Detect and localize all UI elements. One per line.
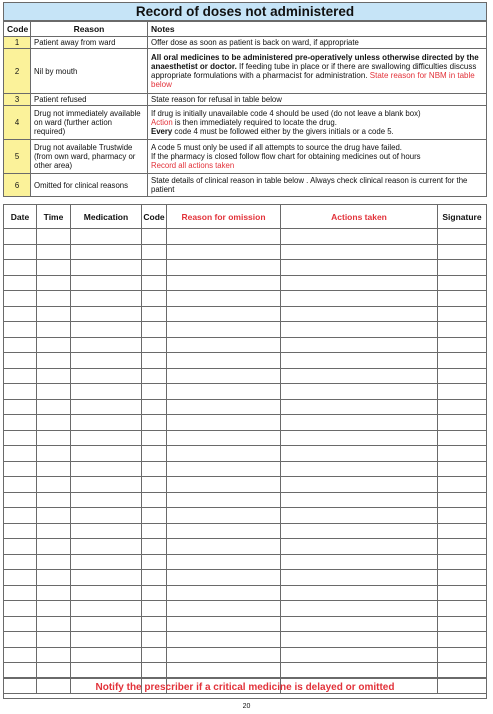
log-row bbox=[4, 260, 487, 276]
log-cell-time[interactable] bbox=[37, 477, 71, 493]
log-row bbox=[4, 229, 487, 245]
log-cell-date[interactable] bbox=[4, 306, 37, 322]
log-cell-signature[interactable] bbox=[438, 554, 487, 570]
log-cell-medication[interactable] bbox=[71, 244, 142, 260]
notes-cell bbox=[148, 140, 487, 174]
log-cell-date[interactable] bbox=[4, 446, 37, 462]
log-cell-code[interactable] bbox=[142, 291, 167, 307]
log-cell-code[interactable] bbox=[142, 554, 167, 570]
log-cell-date[interactable] bbox=[4, 508, 37, 524]
log-cell-actions[interactable] bbox=[281, 275, 438, 291]
log-cell-medication[interactable] bbox=[71, 570, 142, 586]
log-cell-time[interactable] bbox=[37, 384, 71, 400]
log-cell-date[interactable] bbox=[4, 353, 37, 369]
log-cell-actions[interactable] bbox=[281, 229, 438, 245]
code-cell: 1 bbox=[4, 37, 31, 49]
log-cell-reason[interactable] bbox=[167, 477, 281, 493]
log-cell-actions[interactable] bbox=[281, 291, 438, 307]
log-cell-time[interactable] bbox=[37, 415, 71, 431]
log-cell-code[interactable] bbox=[142, 523, 167, 539]
log-cell-code[interactable] bbox=[142, 384, 167, 400]
log-row bbox=[4, 446, 487, 462]
log-cell-time[interactable] bbox=[37, 601, 71, 617]
log-row bbox=[4, 523, 487, 539]
code-row-6 bbox=[4, 174, 487, 197]
codes-header-code: Code bbox=[4, 22, 31, 37]
log-cell-date[interactable] bbox=[4, 384, 37, 400]
log-cell-reason[interactable] bbox=[167, 601, 281, 617]
log-cell-reason[interactable] bbox=[167, 291, 281, 307]
codes-header-row bbox=[4, 22, 487, 37]
log-cell-date[interactable] bbox=[4, 337, 37, 353]
log-cell-code[interactable] bbox=[142, 461, 167, 477]
log-cell-code[interactable] bbox=[142, 477, 167, 493]
log-cell-date[interactable] bbox=[4, 616, 37, 632]
log-cell-medication[interactable] bbox=[71, 492, 142, 508]
log-cell-reason[interactable] bbox=[167, 244, 281, 260]
log-header-row bbox=[4, 205, 487, 229]
log-cell-signature[interactable] bbox=[438, 570, 487, 586]
log-cell-time[interactable] bbox=[37, 446, 71, 462]
log-cell-medication[interactable] bbox=[71, 601, 142, 617]
log-cell-signature[interactable] bbox=[438, 647, 487, 663]
log-cell-time[interactable] bbox=[37, 260, 71, 276]
log-cell-medication[interactable] bbox=[71, 322, 142, 338]
omission-log-table bbox=[3, 204, 487, 694]
notes-red-text: State reason for NBM in table below bbox=[151, 71, 475, 89]
log-cell-date[interactable] bbox=[4, 275, 37, 291]
log-cell-medication[interactable] bbox=[71, 399, 142, 415]
log-cell-time[interactable] bbox=[37, 570, 71, 586]
log-cell-actions[interactable] bbox=[281, 539, 438, 555]
log-cell-medication[interactable] bbox=[71, 523, 142, 539]
log-cell-reason[interactable] bbox=[167, 554, 281, 570]
log-row bbox=[4, 415, 487, 431]
log-cell-medication[interactable] bbox=[71, 306, 142, 322]
log-cell-code[interactable] bbox=[142, 415, 167, 431]
notes-cell bbox=[148, 94, 487, 106]
log-cell-signature[interactable] bbox=[438, 384, 487, 400]
code-row-5 bbox=[4, 140, 487, 174]
log-cell-date[interactable] bbox=[4, 461, 37, 477]
log-cell-reason[interactable] bbox=[167, 399, 281, 415]
log-cell-code[interactable] bbox=[142, 616, 167, 632]
log-cell-signature[interactable] bbox=[438, 244, 487, 260]
log-cell-time[interactable] bbox=[37, 229, 71, 245]
log-cell-reason[interactable] bbox=[167, 570, 281, 586]
log-cell-medication[interactable] bbox=[71, 539, 142, 555]
log-cell-date[interactable] bbox=[4, 570, 37, 586]
log-cell-date[interactable] bbox=[4, 539, 37, 555]
log-cell-date[interactable] bbox=[4, 585, 37, 601]
log-cell-actions[interactable] bbox=[281, 430, 438, 446]
log-cell-code[interactable] bbox=[142, 229, 167, 245]
log-header-code: Code bbox=[142, 205, 167, 229]
log-cell-time[interactable] bbox=[37, 647, 71, 663]
log-cell-reason[interactable] bbox=[167, 508, 281, 524]
log-cell-time[interactable] bbox=[37, 244, 71, 260]
log-row bbox=[4, 461, 487, 477]
log-cell-code[interactable] bbox=[142, 368, 167, 384]
log-row bbox=[4, 554, 487, 570]
reason-cell: Patient away from ward bbox=[31, 37, 148, 49]
log-cell-signature[interactable] bbox=[438, 585, 487, 601]
log-cell-signature[interactable] bbox=[438, 461, 487, 477]
log-cell-date[interactable] bbox=[4, 632, 37, 648]
log-row bbox=[4, 477, 487, 493]
reason-cell: Drug not available Trustwide (from own ward, pharmacy or other area) bbox=[31, 140, 148, 174]
log-cell-time[interactable] bbox=[37, 306, 71, 322]
log-cell-actions[interactable] bbox=[281, 244, 438, 260]
log-row bbox=[4, 368, 487, 384]
log-cell-code[interactable] bbox=[142, 399, 167, 415]
log-cell-signature[interactable] bbox=[438, 523, 487, 539]
log-cell-date[interactable] bbox=[4, 477, 37, 493]
log-cell-time[interactable] bbox=[37, 291, 71, 307]
log-cell-code[interactable] bbox=[142, 322, 167, 338]
log-row bbox=[4, 539, 487, 555]
notes-text: State details of clinical reason in table below . Always check clinical reason is current for the patient bbox=[151, 176, 468, 194]
log-cell-signature[interactable] bbox=[438, 322, 487, 338]
log-row bbox=[4, 616, 487, 632]
log-cell-signature[interactable] bbox=[438, 477, 487, 493]
log-row bbox=[4, 322, 487, 338]
log-cell-signature[interactable] bbox=[438, 260, 487, 276]
log-cell-date[interactable] bbox=[4, 229, 37, 245]
log-cell-medication[interactable] bbox=[71, 616, 142, 632]
notes-text: is then immediately required to locate the drug. bbox=[172, 118, 337, 127]
log-cell-date[interactable] bbox=[4, 368, 37, 384]
log-cell-medication[interactable] bbox=[71, 554, 142, 570]
reason-cell: Nil by mouth bbox=[31, 49, 148, 94]
log-row bbox=[4, 306, 487, 322]
log-cell-actions[interactable] bbox=[281, 477, 438, 493]
log-cell-reason[interactable] bbox=[167, 446, 281, 462]
log-cell-medication[interactable] bbox=[71, 461, 142, 477]
log-header-medication: Medication bbox=[71, 205, 142, 229]
notes-text: If drug is initially unavailable code 4 should be used (do not leave a blank box) bbox=[151, 109, 421, 118]
log-cell-medication[interactable] bbox=[71, 368, 142, 384]
log-cell-time[interactable] bbox=[37, 337, 71, 353]
log-cell-medication[interactable] bbox=[71, 647, 142, 663]
log-cell-time[interactable] bbox=[37, 616, 71, 632]
log-cell-code[interactable] bbox=[142, 647, 167, 663]
log-cell-actions[interactable] bbox=[281, 322, 438, 338]
notes-text: If the pharmacy is closed follow flow chart for obtaining medicines out of hours bbox=[151, 152, 421, 161]
log-cell-medication[interactable] bbox=[71, 260, 142, 276]
log-header-signature: Signature bbox=[438, 205, 487, 229]
log-row bbox=[4, 275, 487, 291]
log-cell-actions[interactable] bbox=[281, 446, 438, 462]
log-cell-medication[interactable] bbox=[71, 384, 142, 400]
log-header-reason-for-omission: Reason for omission bbox=[167, 205, 281, 229]
log-cell-medication[interactable] bbox=[71, 477, 142, 493]
log-cell-actions[interactable] bbox=[281, 368, 438, 384]
log-cell-actions[interactable] bbox=[281, 306, 438, 322]
log-row bbox=[4, 244, 487, 260]
log-cell-reason[interactable] bbox=[167, 384, 281, 400]
log-cell-code[interactable] bbox=[142, 632, 167, 648]
log-cell-time[interactable] bbox=[37, 632, 71, 648]
code-cell: 4 bbox=[4, 106, 31, 140]
notes-red-text: Record all actions taken bbox=[151, 161, 235, 170]
log-cell-signature[interactable] bbox=[438, 368, 487, 384]
reason-cell: Drug not immediately available on ward (further action required) bbox=[31, 106, 148, 140]
log-cell-code[interactable] bbox=[142, 570, 167, 586]
log-cell-medication[interactable] bbox=[71, 446, 142, 462]
log-cell-time[interactable] bbox=[37, 539, 71, 555]
log-cell-signature[interactable] bbox=[438, 446, 487, 462]
log-cell-time[interactable] bbox=[37, 492, 71, 508]
log-header-date: Date bbox=[4, 205, 37, 229]
omission-codes-table bbox=[3, 21, 487, 197]
log-cell-code[interactable] bbox=[142, 275, 167, 291]
critical-medicine-notice: Notify the prescriber if a critical medicine is delayed or omitted bbox=[3, 677, 487, 699]
log-cell-date[interactable] bbox=[4, 554, 37, 570]
log-cell-actions[interactable] bbox=[281, 384, 438, 400]
form-title: Record of doses not administered bbox=[3, 2, 487, 21]
log-cell-medication[interactable] bbox=[71, 337, 142, 353]
log-cell-time[interactable] bbox=[37, 430, 71, 446]
log-cell-actions[interactable] bbox=[281, 632, 438, 648]
log-row bbox=[4, 353, 487, 369]
notes-text: A code 5 must only be used if all attempts to source the drug have failed. bbox=[151, 143, 402, 152]
notes-cell bbox=[148, 106, 487, 140]
log-cell-reason[interactable] bbox=[167, 461, 281, 477]
log-cell-date[interactable] bbox=[4, 322, 37, 338]
log-cell-signature[interactable] bbox=[438, 275, 487, 291]
log-cell-medication[interactable] bbox=[71, 291, 142, 307]
log-row bbox=[4, 601, 487, 617]
log-cell-code[interactable] bbox=[142, 492, 167, 508]
log-cell-medication[interactable] bbox=[71, 430, 142, 446]
code-row-3 bbox=[4, 94, 487, 106]
log-cell-reason[interactable] bbox=[167, 337, 281, 353]
log-cell-date[interactable] bbox=[4, 647, 37, 663]
log-row bbox=[4, 647, 487, 663]
log-cell-date[interactable] bbox=[4, 260, 37, 276]
code-cell: 3 bbox=[4, 94, 31, 106]
log-row bbox=[4, 399, 487, 415]
log-cell-code[interactable] bbox=[142, 260, 167, 276]
log-cell-medication[interactable] bbox=[71, 632, 142, 648]
log-cell-reason[interactable] bbox=[167, 523, 281, 539]
log-cell-medication[interactable] bbox=[71, 585, 142, 601]
log-cell-actions[interactable] bbox=[281, 353, 438, 369]
log-cell-date[interactable] bbox=[4, 415, 37, 431]
log-cell-date[interactable] bbox=[4, 291, 37, 307]
log-cell-time[interactable] bbox=[37, 353, 71, 369]
log-cell-medication[interactable] bbox=[71, 229, 142, 245]
log-cell-date[interactable] bbox=[4, 523, 37, 539]
log-cell-time[interactable] bbox=[37, 275, 71, 291]
log-cell-reason[interactable] bbox=[167, 229, 281, 245]
reason-cell: Patient refused bbox=[31, 94, 148, 106]
log-cell-signature[interactable] bbox=[438, 353, 487, 369]
log-cell-code[interactable] bbox=[142, 353, 167, 369]
log-cell-reason[interactable] bbox=[167, 353, 281, 369]
log-cell-reason[interactable] bbox=[167, 492, 281, 508]
log-cell-signature[interactable] bbox=[438, 337, 487, 353]
log-cell-actions[interactable] bbox=[281, 399, 438, 415]
log-cell-medication[interactable] bbox=[71, 353, 142, 369]
code-row-2 bbox=[4, 49, 487, 94]
notes-bold-text: All oral medicines to be administered pre-operatively unless otherwise directed by the anaesthetist or doctor. bbox=[151, 53, 479, 71]
log-cell-date[interactable] bbox=[4, 601, 37, 617]
log-cell-signature[interactable] bbox=[438, 415, 487, 431]
log-row bbox=[4, 430, 487, 446]
log-cell-code[interactable] bbox=[142, 337, 167, 353]
code-cell: 6 bbox=[4, 174, 31, 197]
log-cell-code[interactable] bbox=[142, 446, 167, 462]
log-cell-actions[interactable] bbox=[281, 554, 438, 570]
log-row bbox=[4, 384, 487, 400]
log-cell-actions[interactable] bbox=[281, 616, 438, 632]
log-cell-medication[interactable] bbox=[71, 415, 142, 431]
notes-text: If feeding tube in place or if there are swallowing difficulties discuss appropriate formulations with a pharmacist for administration. bbox=[151, 62, 477, 80]
log-row bbox=[4, 508, 487, 524]
log-cell-reason[interactable] bbox=[167, 539, 281, 555]
log-cell-reason[interactable] bbox=[167, 632, 281, 648]
log-body bbox=[4, 229, 487, 694]
log-cell-signature[interactable] bbox=[438, 539, 487, 555]
log-cell-actions[interactable] bbox=[281, 492, 438, 508]
log-cell-signature[interactable] bbox=[438, 632, 487, 648]
notes-text: code 4 must be followed either by the givers initials or a code 5. bbox=[172, 127, 394, 136]
log-cell-signature[interactable] bbox=[438, 306, 487, 322]
log-cell-actions[interactable] bbox=[281, 260, 438, 276]
log-cell-reason[interactable] bbox=[167, 647, 281, 663]
log-cell-reason[interactable] bbox=[167, 616, 281, 632]
log-cell-reason[interactable] bbox=[167, 322, 281, 338]
log-cell-date[interactable] bbox=[4, 399, 37, 415]
codes-header-reason: Reason bbox=[31, 22, 148, 37]
log-row bbox=[4, 492, 487, 508]
log-cell-signature[interactable] bbox=[438, 508, 487, 524]
log-cell-reason[interactable] bbox=[167, 306, 281, 322]
log-cell-code[interactable] bbox=[142, 585, 167, 601]
log-cell-signature[interactable] bbox=[438, 399, 487, 415]
log-cell-time[interactable] bbox=[37, 461, 71, 477]
log-cell-signature[interactable] bbox=[438, 430, 487, 446]
log-cell-reason[interactable] bbox=[167, 275, 281, 291]
page-number: 20 bbox=[242, 703, 251, 710]
codes-header-notes: Notes bbox=[148, 22, 487, 37]
log-cell-time[interactable] bbox=[37, 322, 71, 338]
log-cell-actions[interactable] bbox=[281, 570, 438, 586]
log-cell-actions[interactable] bbox=[281, 647, 438, 663]
notes-text: State reason for refusal in table below bbox=[151, 95, 282, 104]
log-cell-medication[interactable] bbox=[71, 275, 142, 291]
log-cell-reason[interactable] bbox=[167, 415, 281, 431]
log-cell-code[interactable] bbox=[142, 306, 167, 322]
log-row bbox=[4, 337, 487, 353]
log-cell-signature[interactable] bbox=[438, 291, 487, 307]
log-cell-code[interactable] bbox=[142, 430, 167, 446]
log-cell-reason[interactable] bbox=[167, 368, 281, 384]
log-row bbox=[4, 632, 487, 648]
log-cell-date[interactable] bbox=[4, 244, 37, 260]
log-cell-reason[interactable] bbox=[167, 260, 281, 276]
log-cell-actions[interactable] bbox=[281, 601, 438, 617]
notes-cell bbox=[148, 49, 487, 94]
code-row-1 bbox=[4, 37, 487, 49]
log-cell-signature[interactable] bbox=[438, 616, 487, 632]
notes-cell bbox=[148, 37, 487, 49]
log-cell-time[interactable] bbox=[37, 399, 71, 415]
log-header-actions-taken: Actions taken bbox=[281, 205, 438, 229]
notes-bold-text: Every bbox=[151, 127, 173, 136]
log-cell-time[interactable] bbox=[37, 585, 71, 601]
code-row-4 bbox=[4, 106, 487, 140]
log-cell-signature[interactable] bbox=[438, 601, 487, 617]
log-cell-medication[interactable] bbox=[71, 508, 142, 524]
log-cell-code[interactable] bbox=[142, 244, 167, 260]
notes-red-text: Action bbox=[151, 118, 173, 127]
log-cell-reason[interactable] bbox=[167, 430, 281, 446]
notes-cell bbox=[148, 174, 487, 197]
log-cell-time[interactable] bbox=[37, 508, 71, 524]
notes-text: Offer dose as soon as patient is back on ward, if appropriate bbox=[151, 38, 359, 47]
log-cell-actions[interactable] bbox=[281, 461, 438, 477]
log-cell-signature[interactable] bbox=[438, 492, 487, 508]
log-cell-actions[interactable] bbox=[281, 585, 438, 601]
log-cell-actions[interactable] bbox=[281, 508, 438, 524]
log-cell-code[interactable] bbox=[142, 508, 167, 524]
log-cell-reason[interactable] bbox=[167, 585, 281, 601]
log-cell-code[interactable] bbox=[142, 539, 167, 555]
log-cell-actions[interactable] bbox=[281, 337, 438, 353]
log-cell-time[interactable] bbox=[37, 554, 71, 570]
log-header-time: Time bbox=[37, 205, 71, 229]
log-cell-code[interactable] bbox=[142, 601, 167, 617]
log-cell-date[interactable] bbox=[4, 430, 37, 446]
log-cell-signature[interactable] bbox=[438, 229, 487, 245]
log-cell-actions[interactable] bbox=[281, 415, 438, 431]
code-cell: 2 bbox=[4, 49, 31, 94]
log-row bbox=[4, 291, 487, 307]
log-cell-time[interactable] bbox=[37, 523, 71, 539]
reason-cell: Omitted for clinical reasons bbox=[31, 174, 148, 197]
code-cell: 5 bbox=[4, 140, 31, 174]
log-cell-actions[interactable] bbox=[281, 523, 438, 539]
log-row bbox=[4, 570, 487, 586]
log-cell-time[interactable] bbox=[37, 368, 71, 384]
log-row bbox=[4, 585, 487, 601]
log-cell-date[interactable] bbox=[4, 492, 37, 508]
